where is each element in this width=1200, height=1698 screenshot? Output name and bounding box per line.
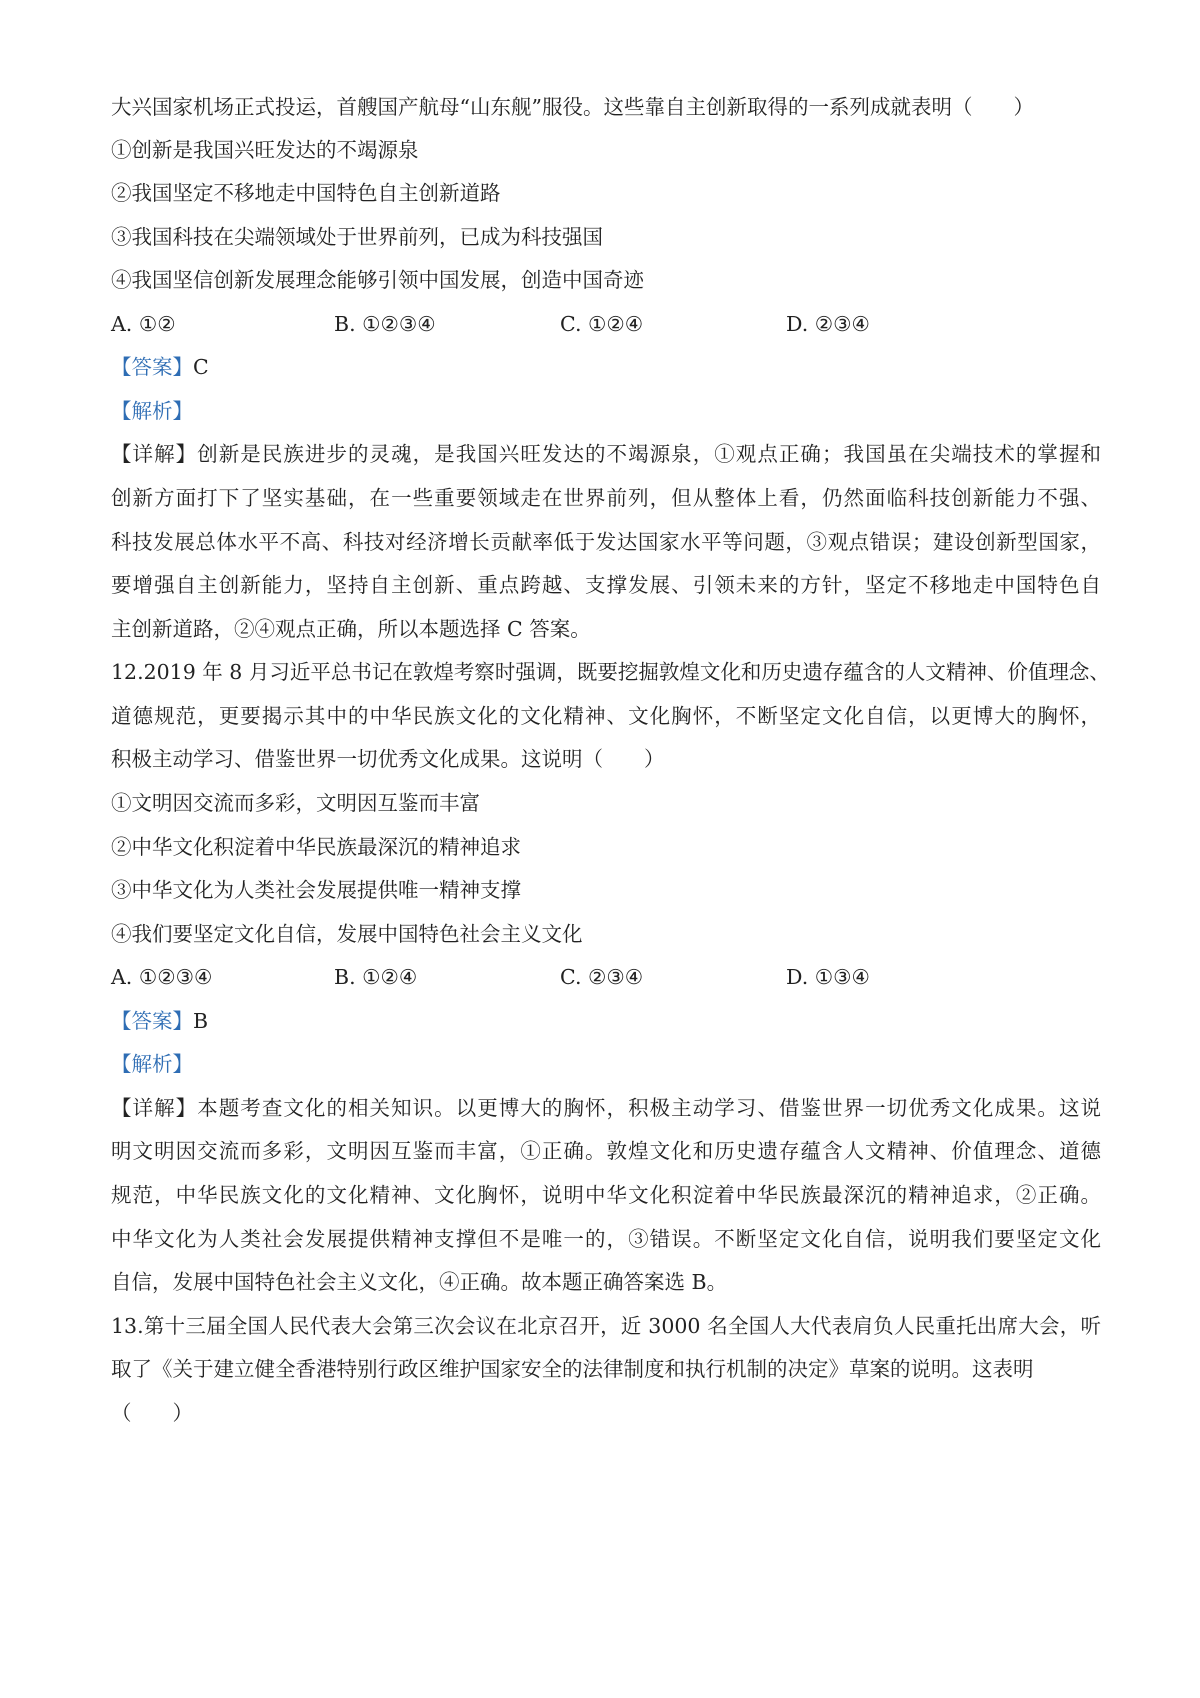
q12-option-b: B. ①②④ xyxy=(334,965,418,989)
q11-analysis-heading xyxy=(111,396,1101,426)
q12-option-d: D. ①③④ xyxy=(786,965,870,989)
q12-statement-4: ④我们要坚定文化自信，发展中国特色社会主义文化 xyxy=(111,922,583,946)
q11-statement-4: ④我国坚信创新发展理念能够引领中国发展，创造中国奇迹 xyxy=(111,268,644,292)
q12-detail-line-2: 明文明因交流而多彩，文明因互鉴而丰富，①正确。敦煌文化和历史遗存蕴含人文精神、价值理念、道德 xyxy=(111,1139,1101,1163)
detail-label: 【详解】 xyxy=(111,1096,198,1120)
q11-statement-1: ①创新是我国兴旺发达的不竭源泉 xyxy=(111,138,419,162)
detail-label: 【详解】 xyxy=(111,442,198,466)
answer-value: B xyxy=(193,1009,209,1033)
q12-detail-line-3: 规范，中华民族文化的文化精神、文化胸怀，说明中华文化积淀着中华民族最深沉的精神追求，②正确。 xyxy=(111,1183,1101,1207)
q12-statement-2: ②中华文化积淀着中华民族最深沉的精神追求 xyxy=(111,835,521,859)
analysis-label: 【解析】 xyxy=(111,399,193,423)
q11-option-d: D. ②③④ xyxy=(786,312,870,336)
q11-answer xyxy=(111,352,1101,382)
answer-label: 【答案】 xyxy=(111,1009,193,1033)
q12-analysis-heading xyxy=(111,1049,1101,1079)
q12-option-c: C. ②③④ xyxy=(560,965,644,989)
q11-detail-line-4: 要增强自主创新能力，坚持自主创新、重点跨越、支撑发展、引领未来的方针，坚定不移地走中国特色自 xyxy=(111,573,1101,597)
q13-stem-line-1: 13.第十三届全国人民代表大会第三次会议在北京召开，近 3000 名全国人大代表肩负人民重托出席大会，听 xyxy=(111,1314,1101,1338)
detail-text: 创新是民族进步的灵魂，是我国兴旺发达的不竭源泉，①观点正确；我国虽在尖端技术的掌握和 xyxy=(197,442,1102,466)
q11-detail-line-5: 主创新道路，②④观点正确，所以本题选择 C 答案。 xyxy=(111,617,591,641)
q12-detail-line-5: 自信，发展中国特色社会主义文化，④正确。故本题正确答案选 B。 xyxy=(111,1270,728,1294)
q13-stem-line-3: （ ） xyxy=(111,1401,193,1425)
q11-statement-3: ③我国科技在尖端领域处于世界前列，已成为科技强国 xyxy=(111,225,603,249)
q12-statement-1: ①文明因交流而多彩，文明因互鉴而丰富 xyxy=(111,791,480,815)
q11-option-c: C. ①②④ xyxy=(560,312,644,336)
q11-detail-line-3: 科技发展总体水平不高、科技对经济增长贡献率低于发达国家水平等问题，③观点错误；建设创新型国家， xyxy=(111,530,1101,554)
q11-option-a: A. ①② xyxy=(111,312,176,336)
q11-statement-2: ②我国坚定不移地走中国特色自主创新道路 xyxy=(111,181,501,205)
q12-detail-line-4: 中华文化为人类社会发展提供精神支撑但不是唯一的，③错误。不断坚定文化自信，说明我们要坚定文化 xyxy=(111,1227,1101,1251)
q12-option-a: A. ①②③④ xyxy=(111,965,213,989)
q12-stem-line-2: 道德规范，更要揭示其中的中华民族文化的文化精神、文化胸怀，不断坚定文化自信，以更博大的胸怀， xyxy=(111,704,1101,728)
q11-stem: 大兴国家机场正式投运，首艘国产航母“山东舰”服役。这些靠自主创新取得的一系列成就表明（ ） xyxy=(111,95,1034,119)
q11-detail-line-1 xyxy=(111,439,1101,469)
q12-statement-3: ③中华文化为人类社会发展提供唯一精神支撑 xyxy=(111,878,521,902)
q12-stem-line-1: 12.2019 年 8 月习近平总书记在敦煌考察时强调，既要挖掘敦煌文化和历史遗存蕴含的人文精神、价值理念、 xyxy=(111,660,1110,684)
q13-stem-line-2: 取了《关于建立健全香港特别行政区维护国家安全的法律制度和执行机制的决定》草案的说明。这表明 xyxy=(111,1357,1034,1381)
answer-label: 【答案】 xyxy=(111,355,193,379)
detail-text: 本题考查文化的相关知识。以更博大的胸怀，积极主动学习、借鉴世界一切优秀文化成果。这说 xyxy=(197,1096,1102,1120)
q12-detail-line-1 xyxy=(111,1093,1101,1123)
q11-detail-line-2: 创新方面打下了坚实基础，在一些重要领域走在世界前列，但从整体上看，仍然面临科技创新能力不强、 xyxy=(111,486,1101,510)
analysis-label: 【解析】 xyxy=(111,1052,193,1076)
q12-answer xyxy=(111,1006,1101,1036)
q12-stem-line-3: 积极主动学习、借鉴世界一切优秀文化成果。这说明（ ） xyxy=(111,747,665,771)
q11-option-b: B. ①②③④ xyxy=(334,312,436,336)
answer-value: C xyxy=(193,355,209,379)
